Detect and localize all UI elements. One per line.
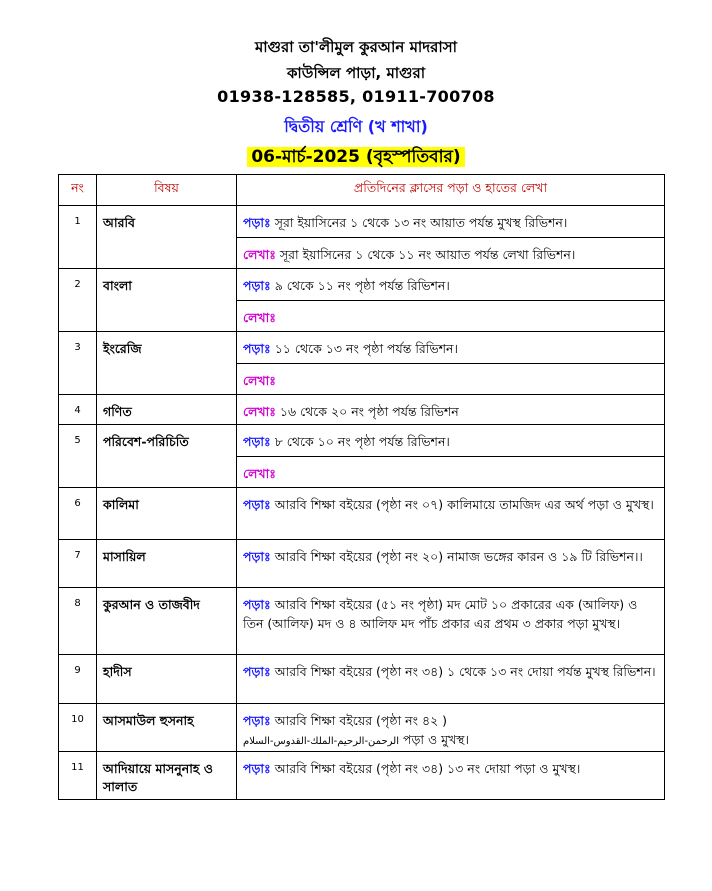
read-text: আরবি শিক্ষা বইয়ের (৫১ নং পৃষ্ঠা) মদ মোট ১০ প্রকারের এক (আলিফ) ও তিন (আলিফ) মদ ও ৪ আলিফ মদ পাঁচ প্রকার এর প্রথম ৩ প্রকার পড়া মুখস্থ। [243, 597, 638, 631]
table-row [59, 395, 665, 425]
class-name: দ্বিতীয় শ্রেণি (খ শাখা) [284, 117, 428, 136]
table-header-row [59, 175, 665, 206]
institution-address: কাউন্সিল পাড়া, মাগুরা [286, 64, 426, 82]
row-number: 2 [59, 269, 97, 332]
subject-cell: হাদীস [97, 655, 237, 704]
read-task [237, 488, 665, 540]
write-label: লেখাঃ [243, 373, 276, 388]
read-task [237, 752, 665, 800]
table-row [59, 655, 665, 704]
row-number: 7 [59, 540, 97, 588]
read-label: পড়াঃ [243, 713, 271, 728]
write-task [237, 364, 665, 395]
subject-cell: বাংলা [97, 269, 237, 332]
read-task [237, 540, 665, 588]
read-label: পড়াঃ [243, 664, 271, 679]
row-number: 5 [59, 425, 97, 488]
row-number: 6 [59, 488, 97, 540]
read-text: আরবি শিক্ষা বইয়ের (পৃষ্ঠা নং ২০) নামাজ ভঙ্গের কারন ও ১৯ টি রিভিশন।। [274, 549, 643, 564]
read-text: ৯ থেকে ১১ নং পৃষ্ঠা পর্যন্ত রিভিশন। [274, 278, 450, 293]
table-row [59, 752, 665, 800]
read-text: সূরা ইয়াসিনের ১ থেকে ১৩ নং আয়াত পর্যন্ত মুখস্থ রিভিশন। [274, 215, 568, 230]
read-text: আরবি শিক্ষা বইয়ের (পৃষ্ঠা নং ৪২ ) [274, 713, 448, 728]
read-tail: পড়া ও মুখস্থ। [402, 732, 470, 747]
subject-cell: আরবি [97, 206, 237, 269]
col-header-task: প্রতিদিনের ক্লাসের পড়া ও হাতের লেখা [237, 175, 665, 206]
table-row [59, 425, 665, 457]
row-number: 1 [59, 206, 97, 269]
table-row [59, 332, 665, 364]
read-text: আরবি শিক্ষা বইয়ের (পৃষ্ঠা নং ৩৪) ১ থেকে ১৩ নং দোয়া পর্যন্ত মুখস্থ রিভিশন। [274, 664, 656, 679]
write-label: লেখাঃ [243, 466, 276, 481]
write-text: ১৬ থেকে ২০ নং পৃষ্ঠা পর্যন্ত রিভিশন [279, 404, 459, 419]
read-task [237, 655, 665, 704]
institution-name: মাগুরা তা'লীমুল কুরআন মাদরাসা [254, 38, 458, 56]
write-text: সূরা ইয়াসিনের ১ থেকে ১১ নং আয়াত পর্যন্ত লেখা রিভিশন। [279, 247, 576, 262]
read-label: পড়াঃ [243, 497, 271, 512]
table-row [59, 206, 665, 238]
row-number: 4 [59, 395, 97, 425]
write-label: লেখাঃ [243, 404, 276, 419]
write-label: লেখাঃ [243, 310, 276, 325]
subject-cell: কালিমা [97, 488, 237, 540]
write-task [237, 238, 665, 269]
read-label: পড়াঃ [243, 341, 271, 356]
arabic-names: الرحمن-الرحيم-الملك-القدوس-السلام [243, 736, 399, 747]
read-task [237, 704, 665, 752]
row-number: 3 [59, 332, 97, 395]
subject-cell: ইংরেজি [97, 332, 237, 395]
write-label: লেখাঃ [243, 247, 276, 262]
write-task [237, 395, 665, 425]
read-label: পড়াঃ [243, 597, 271, 612]
row-number: 8 [59, 588, 97, 655]
write-task [237, 301, 665, 332]
subject-cell: পরিবেশ-পরিচিতি [97, 425, 237, 488]
read-label: পড়াঃ [243, 215, 271, 230]
read-text: ৮ থেকে ১০ নং পৃষ্ঠা পর্যন্ত রিভিশন। [274, 434, 450, 449]
table-row [59, 540, 665, 588]
col-header-no: নং [59, 175, 97, 206]
row-number: 9 [59, 655, 97, 704]
col-header-subject: বিষয় [97, 175, 237, 206]
read-label: পড়াঃ [243, 434, 271, 449]
row-number: 10 [59, 704, 97, 752]
read-task [237, 269, 665, 301]
date-highlight: 06-মার্চ-2025 (বৃহস্পতিবার) [247, 147, 464, 167]
read-task [237, 332, 665, 364]
table-row [59, 588, 665, 655]
table-row [59, 269, 665, 301]
table-row [59, 488, 665, 540]
phone-numbers: 01938-128585, 01911-700708 [217, 87, 495, 106]
read-task [237, 206, 665, 238]
read-text: ১১ থেকে ১৩ নং পৃষ্ঠা পর্যন্ত রিভিশন। [274, 341, 458, 356]
table-row [59, 704, 665, 752]
row-number: 11 [59, 752, 97, 800]
read-label: পড়াঃ [243, 761, 271, 776]
subject-cell: আসমাউল হুসনাহ [97, 704, 237, 752]
homework-table [58, 174, 665, 800]
subject-cell: গণিত [97, 395, 237, 425]
read-text: আরবি শিক্ষা বইয়ের (পৃষ্ঠা নং ৩৪) ১৩ নং দোয়া পড়া ও মুখস্থ। [274, 761, 581, 776]
date-line [0, 145, 712, 169]
read-text: আরবি শিক্ষা বইয়ের (পৃষ্ঠা নং ০৭) কালিমায়ে তামজিদ এর অর্থ পড়া ও মুখস্থ। [274, 497, 654, 512]
subject-cell: মাসায়িল [97, 540, 237, 588]
read-label: পড়াঃ [243, 278, 271, 293]
read-task [237, 425, 665, 457]
subject-cell: আদিয়ায়ে মাসনুনাহ ও সালাত [97, 752, 237, 800]
read-task [237, 588, 665, 655]
subject-cell: কুরআন ও তাজবীদ [97, 588, 237, 655]
read-label: পড়াঃ [243, 549, 271, 564]
write-task [237, 457, 665, 488]
